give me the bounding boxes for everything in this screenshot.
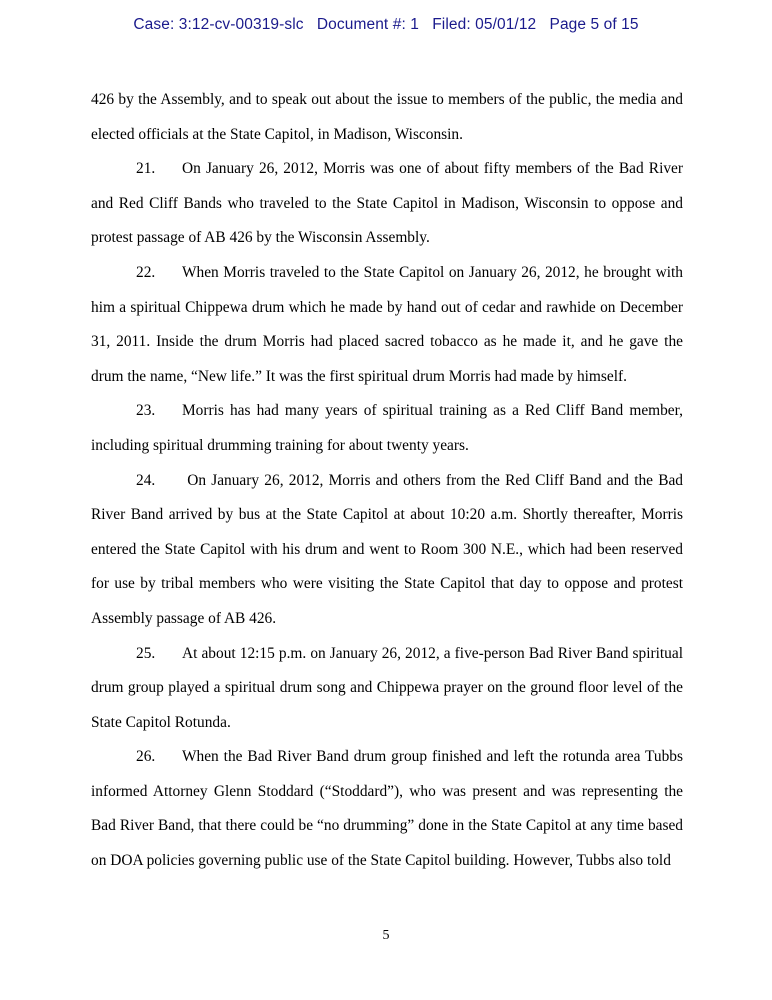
paragraph-text: When Morris traveled to the State Capitol on January 26, 2012, he brought with him a spiritual Chippewa drum which he made by hand out of cedar and rawhide on December 31, 2011. Inside the drum Morris had placed sacred tobacco as he made it, and he gave the drum the name, “New life.” It was the first spiritual drum Morris had made by himself. bbox=[91, 263, 683, 385]
paragraph-number: 25. bbox=[136, 644, 156, 662]
paragraph-number: 21. bbox=[136, 160, 156, 178]
numbered-paragraph-21 bbox=[91, 152, 683, 256]
header-page-count: Page 5 of 15 bbox=[549, 16, 639, 33]
numbered-paragraph-25 bbox=[91, 637, 683, 741]
paragraph-text: When the Bad River Band drum group finished and left the rotunda area Tubbs informed Attorney Glenn Stoddard (“Stoddard”), who was present and was representing the Bad River Band, that there could be “no drumming” done in the State Capitol at any time based on DOA policies governing public use of the State Capitol building. However, Tubbs also told bbox=[91, 748, 683, 870]
paragraph-number: 24. bbox=[136, 471, 156, 489]
filed-date: Filed: 05/01/12 bbox=[432, 16, 537, 33]
numbered-paragraph-26 bbox=[91, 740, 683, 878]
court-filing-header bbox=[0, 16, 772, 34]
paragraph-number: 26. bbox=[136, 748, 156, 766]
continuation-paragraph: 426 by the Assembly, and to speak out about the issue to members of the public, the media and elected officials at the State Capitol, in Madison, Wisconsin. bbox=[91, 91, 683, 143]
document-body bbox=[91, 83, 683, 879]
page-number: 5 bbox=[382, 928, 390, 943]
numbered-paragraph-24 bbox=[91, 464, 683, 637]
paragraph-number: 22. bbox=[136, 263, 156, 281]
paragraph-text: Morris has had many years of spiritual training as a Red Cliff Band member, including spiritual drumming training for about twenty years. bbox=[91, 402, 683, 454]
document-number: Document #: 1 bbox=[316, 16, 419, 33]
paragraph-text: On January 26, 2012, Morris was one of about fifty members of the Bad River and Red Cliff Bands who traveled to the State Capitol in Madison, Wisconsin to oppose and protest passage of AB 426 by the Wisconsin Assembly. bbox=[91, 160, 683, 247]
paragraph-text: On January 26, 2012, Morris and others from the Red Cliff Band and the Bad River Band arrived by bus at the State Capitol at about 10:20 a.m. Shortly thereafter, Morris entered the State Capitol with his drum and went to Room 300 N.E., which had been reserved for use by tribal members who were visiting the State Capitol that day to oppose and protest Assembly passage of AB 426. bbox=[91, 471, 683, 627]
case-number: Case: 3:12-cv-00319-slc bbox=[133, 16, 304, 33]
numbered-paragraph-23 bbox=[91, 394, 683, 463]
paragraph-text: At about 12:15 p.m. on January 26, 2012, a five-person Bad River Band spiritual drum group played a spiritual drum song and Chippewa prayer on the ground floor level of the State Capitol Rotunda. bbox=[91, 644, 683, 731]
numbered-paragraph-22 bbox=[91, 256, 683, 394]
paragraph-number: 23. bbox=[136, 402, 156, 420]
